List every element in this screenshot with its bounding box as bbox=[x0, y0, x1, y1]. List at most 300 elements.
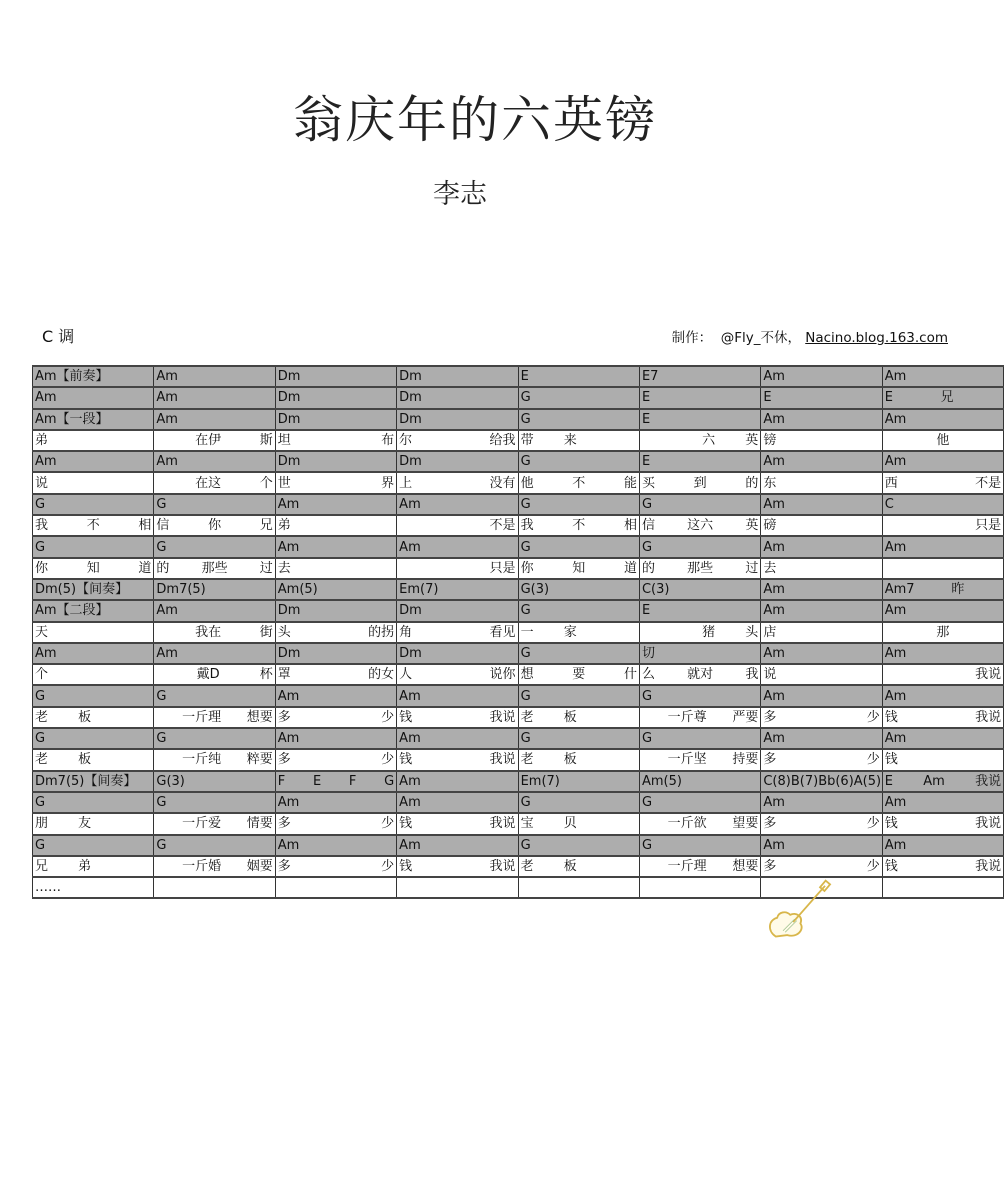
cell-content bbox=[278, 431, 394, 450]
lyric-text: 我说 bbox=[975, 667, 1002, 683]
cell-content bbox=[521, 538, 637, 557]
lyric-text: 店 bbox=[763, 624, 777, 640]
cell-content bbox=[642, 516, 758, 535]
cell-content bbox=[35, 538, 151, 557]
lyric-text: 头 bbox=[277, 624, 291, 640]
chord-text: Am bbox=[277, 795, 300, 811]
lyric-text: 能 bbox=[623, 475, 637, 491]
lyric-text: 带 bbox=[520, 433, 534, 449]
cell-content bbox=[35, 687, 151, 706]
chord-cell bbox=[882, 536, 1003, 557]
chord-row bbox=[33, 835, 1004, 856]
chord-text: G bbox=[520, 795, 531, 811]
lyric-cell bbox=[275, 664, 396, 685]
chord-cell bbox=[33, 600, 154, 621]
chord-cell bbox=[882, 409, 1003, 430]
chord-text: G bbox=[520, 411, 531, 427]
cell-content bbox=[521, 729, 637, 748]
lyric-cell bbox=[761, 749, 882, 770]
chord-text: G bbox=[520, 837, 531, 853]
lyric-cell bbox=[275, 472, 396, 493]
chord-cell bbox=[397, 409, 518, 430]
cell-content bbox=[399, 452, 515, 471]
cell-content bbox=[399, 857, 515, 876]
chord-cell bbox=[761, 409, 882, 430]
lyric-cell bbox=[33, 515, 154, 536]
chord-row bbox=[33, 387, 1004, 408]
cell-content bbox=[763, 750, 879, 769]
chord-text: E bbox=[884, 390, 893, 406]
cell-content bbox=[521, 750, 637, 769]
chord-cell bbox=[397, 685, 518, 706]
cell-content bbox=[763, 388, 879, 407]
chord-text: G bbox=[641, 795, 653, 811]
cell-content bbox=[399, 516, 515, 535]
chord-cell bbox=[639, 409, 760, 430]
cell-content bbox=[399, 665, 515, 684]
cell-content bbox=[885, 367, 1001, 386]
cell-content bbox=[399, 623, 515, 642]
cell-content bbox=[156, 814, 272, 833]
chord-cell bbox=[761, 451, 882, 472]
lyric-text: 你 bbox=[35, 560, 49, 576]
lyric-text: 家 bbox=[563, 624, 577, 640]
chord-text: E bbox=[641, 454, 651, 470]
lyric-row bbox=[33, 813, 1004, 834]
cell-content bbox=[35, 814, 151, 833]
chord-cell bbox=[154, 771, 275, 792]
chord-cell bbox=[275, 643, 396, 664]
chord-cell bbox=[639, 728, 760, 749]
chord-cell bbox=[154, 579, 275, 600]
chord-text: Am bbox=[156, 369, 178, 385]
lyric-text: 老 bbox=[35, 752, 49, 768]
lyric-cell bbox=[397, 622, 518, 643]
lyric-cell bbox=[397, 749, 518, 770]
lyric-text: 我 bbox=[35, 518, 49, 534]
chord-text: G bbox=[641, 837, 653, 853]
lyric-text: 在伊 bbox=[195, 433, 222, 449]
cell-content bbox=[642, 687, 758, 706]
cell-content bbox=[885, 687, 1001, 706]
cell-content bbox=[399, 474, 515, 493]
cell-content bbox=[763, 793, 879, 812]
cell-content bbox=[521, 708, 637, 727]
chord-cell bbox=[275, 387, 396, 408]
lyric-text: 板 bbox=[78, 709, 92, 725]
chord-text: G(3) bbox=[520, 582, 550, 598]
lyric-text: 头 bbox=[745, 624, 759, 640]
cell-content bbox=[35, 665, 151, 684]
lyric-text: 我说 bbox=[975, 858, 1002, 874]
lyric-cell bbox=[397, 877, 518, 898]
chord-text: G bbox=[520, 731, 531, 747]
cell-content bbox=[763, 452, 879, 471]
chord-cell bbox=[275, 792, 396, 813]
lyric-text: 到 bbox=[693, 475, 707, 491]
chord-cell bbox=[397, 387, 518, 408]
chord-cell bbox=[33, 387, 154, 408]
lyric-cell bbox=[639, 515, 760, 536]
chord-text: G bbox=[520, 496, 531, 512]
lyric-text: 少 bbox=[866, 816, 880, 832]
chord-cell bbox=[518, 409, 639, 430]
chord-cell bbox=[639, 387, 760, 408]
cell-content bbox=[399, 495, 515, 514]
lyric-text: 我 bbox=[745, 667, 759, 683]
cell-content bbox=[156, 559, 272, 578]
lyric-text: 那些 bbox=[687, 560, 714, 576]
cell-content bbox=[885, 814, 1001, 833]
lyric-text: 一斤爱 bbox=[182, 816, 222, 832]
lyric-row bbox=[33, 877, 1004, 898]
lyric-text: 我 bbox=[520, 518, 534, 534]
chord-cell bbox=[33, 835, 154, 856]
chord-text: Am bbox=[763, 795, 785, 811]
cell-content bbox=[35, 431, 151, 450]
chord-text: Em(7) bbox=[399, 582, 439, 598]
cell-content bbox=[642, 814, 758, 833]
cell-content bbox=[278, 410, 394, 429]
lyric-text: 严要 bbox=[732, 709, 759, 725]
cell-content bbox=[642, 388, 758, 407]
lyric-text: 说 bbox=[35, 475, 49, 491]
lyric-text: 想要 bbox=[732, 858, 759, 874]
cell-content bbox=[885, 495, 1001, 514]
cell-content bbox=[642, 580, 758, 599]
lyric-cell bbox=[33, 877, 154, 898]
cell-content bbox=[763, 814, 879, 833]
lyric-text: 想要 bbox=[246, 709, 273, 725]
cell-content bbox=[399, 644, 515, 663]
chord-cell bbox=[275, 451, 396, 472]
lyric-cell bbox=[639, 856, 760, 877]
lyric-row bbox=[33, 707, 1004, 728]
cell-content bbox=[763, 729, 879, 748]
cell-content bbox=[35, 857, 151, 876]
cell-content bbox=[885, 601, 1001, 620]
lyric-cell bbox=[154, 856, 275, 877]
chord-cell bbox=[761, 366, 882, 387]
chord-text: Am(5) bbox=[641, 773, 682, 789]
chord-cell bbox=[397, 835, 518, 856]
chord-cell bbox=[882, 451, 1003, 472]
lyric-text: 多 bbox=[763, 858, 777, 874]
lyric-text: 个 bbox=[35, 667, 49, 683]
cell-content bbox=[763, 623, 879, 642]
lyric-text: 少 bbox=[866, 858, 880, 874]
cell-content bbox=[642, 601, 758, 620]
cell-content bbox=[278, 857, 394, 876]
lyric-text: 我说 bbox=[489, 858, 516, 874]
cell-content bbox=[399, 772, 515, 791]
cell-content bbox=[521, 793, 637, 812]
chord-text: G bbox=[641, 731, 653, 747]
chord-text: Am bbox=[277, 731, 300, 747]
lyric-text: 道 bbox=[138, 560, 152, 576]
chord-cell bbox=[761, 835, 882, 856]
chord-cell bbox=[154, 835, 275, 856]
cell-content bbox=[642, 836, 758, 855]
chord-cell bbox=[397, 728, 518, 749]
lyric-text: 弟 bbox=[78, 858, 92, 874]
song-title: 翁庆年的六英镑 bbox=[293, 91, 657, 149]
cell-content bbox=[642, 495, 758, 514]
cell-content bbox=[156, 687, 272, 706]
chord-cell bbox=[882, 387, 1003, 408]
chord-text: Dm bbox=[399, 454, 422, 470]
cell-content bbox=[521, 452, 637, 471]
cell-content bbox=[521, 580, 637, 599]
lyric-cell bbox=[761, 472, 882, 493]
chord-cell bbox=[639, 366, 760, 387]
chord-text: E bbox=[520, 369, 529, 385]
chord-text: Am bbox=[763, 496, 785, 512]
lyric-text: 镑 bbox=[763, 433, 777, 449]
chord-text: Am bbox=[763, 582, 785, 598]
lyric-text: 我在 bbox=[195, 624, 222, 640]
chord-cell bbox=[518, 451, 639, 472]
lyric-cell bbox=[761, 813, 882, 834]
chord-text: G bbox=[35, 795, 46, 811]
lyric-text: 西 bbox=[884, 475, 898, 491]
cell-content bbox=[399, 559, 515, 578]
chord-text: Am bbox=[277, 496, 300, 512]
cell-content bbox=[763, 367, 879, 386]
lyric-text: 那 bbox=[936, 624, 950, 640]
lyric-text: 钱 bbox=[884, 858, 898, 874]
cell-content bbox=[278, 601, 394, 620]
chord-text: Am bbox=[399, 837, 421, 853]
lyric-text: 给我 bbox=[489, 433, 516, 449]
cell-content bbox=[35, 495, 151, 514]
lyric-cell bbox=[639, 622, 760, 643]
lyric-cell bbox=[275, 877, 396, 898]
lyric-text: 道 bbox=[623, 560, 637, 576]
chord-cell bbox=[639, 536, 760, 557]
lyric-text: 板 bbox=[563, 858, 577, 874]
chord-cell bbox=[397, 643, 518, 664]
cell-content bbox=[521, 474, 637, 493]
chord-row bbox=[33, 685, 1004, 706]
chord-text: Am bbox=[884, 837, 907, 853]
chord-cell bbox=[518, 600, 639, 621]
lyric-cell bbox=[639, 472, 760, 493]
lyric-text: 板 bbox=[563, 709, 577, 725]
cell-content bbox=[763, 665, 879, 684]
chord-cell bbox=[154, 536, 275, 557]
cell-content bbox=[521, 516, 637, 535]
credit-author: @Fly_不休， bbox=[720, 330, 801, 346]
chord-text: 昨 bbox=[951, 582, 965, 598]
cell-content bbox=[642, 474, 758, 493]
lyric-cell bbox=[761, 430, 882, 451]
chord-cell bbox=[397, 771, 518, 792]
lyric-text: 斯 bbox=[259, 433, 273, 449]
lyric-text: 想 bbox=[520, 667, 534, 683]
lyric-cell bbox=[397, 813, 518, 834]
lyric-cell bbox=[882, 622, 1003, 643]
credit-link[interactable]: Nacino.blog.163.com bbox=[805, 330, 948, 346]
lyric-cell bbox=[33, 856, 154, 877]
cell-content bbox=[885, 772, 1001, 791]
chord-cell bbox=[154, 494, 275, 515]
chord-cell bbox=[761, 792, 882, 813]
cell-content bbox=[399, 836, 515, 855]
lyric-text: 少 bbox=[381, 752, 395, 768]
lyric-cell bbox=[518, 877, 639, 898]
cell-content bbox=[399, 708, 515, 727]
chord-text: G bbox=[35, 496, 46, 512]
chord-text: Am bbox=[156, 454, 178, 470]
lyric-text: 钱 bbox=[884, 816, 898, 832]
chord-cell bbox=[639, 835, 760, 856]
cell-content bbox=[35, 367, 151, 386]
lyric-cell bbox=[882, 515, 1003, 536]
cell-content bbox=[399, 729, 515, 748]
chord-cell bbox=[761, 771, 882, 792]
lyric-text: 猪 bbox=[702, 624, 716, 640]
chord-sheet-table bbox=[32, 365, 1004, 899]
lyric-text: 知 bbox=[572, 560, 586, 576]
cell-content bbox=[763, 580, 879, 599]
chord-cell bbox=[154, 387, 275, 408]
lyric-text: 个 bbox=[259, 475, 273, 491]
lyric-text: 戴D bbox=[196, 667, 220, 683]
lyric-text: 信 bbox=[156, 518, 170, 534]
lyric-text: 角 bbox=[399, 624, 413, 640]
chord-text: Am bbox=[399, 496, 421, 512]
chord-cell bbox=[275, 366, 396, 387]
cell-content bbox=[521, 644, 637, 663]
lyric-text: 兄 bbox=[35, 858, 49, 874]
lyric-text: 一斤坚 bbox=[667, 752, 707, 768]
lyric-text: 那些 bbox=[201, 560, 228, 576]
lyric-cell bbox=[154, 813, 275, 834]
chord-text: Am bbox=[884, 539, 907, 555]
lyric-cell bbox=[761, 664, 882, 685]
lyric-text: 多 bbox=[277, 752, 291, 768]
chord-cell bbox=[639, 771, 760, 792]
cell-content bbox=[35, 388, 151, 407]
chord-text: Dm bbox=[277, 646, 301, 661]
cell-content bbox=[156, 836, 272, 855]
lyric-text: 相 bbox=[623, 518, 637, 534]
chord-text: G bbox=[384, 773, 395, 789]
lyric-text: 一斤尊 bbox=[667, 709, 707, 725]
lyric-text: 我说 bbox=[975, 816, 1002, 832]
chord-row bbox=[33, 771, 1004, 792]
chord-text: Am bbox=[884, 731, 907, 747]
lyric-text: 英 bbox=[745, 518, 759, 534]
lyric-cell bbox=[275, 749, 396, 770]
lyric-cell bbox=[397, 430, 518, 451]
lyric-cell bbox=[154, 877, 275, 898]
chord-text: E bbox=[884, 773, 893, 789]
cell-content bbox=[399, 793, 515, 812]
lyric-text: 世 bbox=[277, 475, 291, 491]
cell-content bbox=[763, 772, 882, 791]
lyric-cell bbox=[639, 664, 760, 685]
lyric-text: 少 bbox=[866, 752, 880, 768]
credit-line bbox=[672, 326, 948, 346]
lyric-text: 老 bbox=[35, 709, 49, 725]
chord-cell bbox=[761, 387, 882, 408]
chord-text: Dm bbox=[277, 369, 301, 385]
chord-cell bbox=[518, 685, 639, 706]
lyric-text: 尔 bbox=[399, 433, 413, 449]
chord-text: Dm bbox=[277, 454, 301, 470]
chord-cell bbox=[761, 579, 882, 600]
cell-content bbox=[399, 388, 515, 407]
cell-content bbox=[278, 495, 394, 514]
cell-content bbox=[399, 814, 515, 833]
cell-content bbox=[885, 474, 1001, 493]
lyric-text: 持要 bbox=[732, 752, 759, 768]
cell-content bbox=[642, 431, 758, 450]
chord-cell bbox=[639, 451, 760, 472]
chord-cell bbox=[154, 409, 275, 430]
lyric-text: 你 bbox=[520, 560, 534, 576]
lyric-cell bbox=[882, 558, 1003, 579]
lyric-cell bbox=[518, 472, 639, 493]
cell-content bbox=[156, 750, 272, 769]
lyric-cell bbox=[275, 707, 396, 728]
chord-cell bbox=[275, 835, 396, 856]
lyric-text: 说 bbox=[763, 667, 777, 683]
chord-text: F bbox=[348, 773, 357, 789]
chord-text: Am【二段】 bbox=[35, 603, 109, 619]
credit-label: 制作： bbox=[671, 330, 713, 346]
chord-text: Am bbox=[763, 454, 785, 470]
lyric-cell bbox=[882, 664, 1003, 685]
cell-content bbox=[278, 388, 394, 407]
chord-cell bbox=[518, 792, 639, 813]
cell-content bbox=[156, 580, 272, 599]
chord-cell bbox=[882, 792, 1003, 813]
lyric-cell bbox=[33, 813, 154, 834]
lyric-text: 坦 bbox=[277, 433, 291, 449]
lyric-cell bbox=[882, 430, 1003, 451]
lyric-cell bbox=[882, 472, 1003, 493]
song-key: C 调 bbox=[42, 327, 75, 346]
chord-text: Am bbox=[884, 603, 907, 619]
chord-text: G bbox=[35, 539, 46, 555]
lyric-text: 望要 bbox=[732, 816, 759, 832]
lyric-text: 友 bbox=[78, 816, 92, 832]
chord-text: 兄 bbox=[940, 390, 954, 406]
lyric-text: 么 bbox=[641, 667, 655, 683]
lyric-text: 板 bbox=[78, 752, 92, 768]
cell-content bbox=[399, 367, 515, 386]
lyric-text: 没有 bbox=[489, 475, 516, 491]
chord-text: Dm bbox=[399, 603, 422, 619]
cell-content bbox=[885, 452, 1001, 471]
cell-content bbox=[521, 367, 637, 386]
lyric-cell bbox=[397, 664, 518, 685]
cell-content bbox=[521, 601, 637, 620]
lyric-text: 他 bbox=[936, 433, 950, 449]
chord-row bbox=[33, 366, 1004, 387]
lyric-text: 过 bbox=[259, 560, 273, 576]
cell-content bbox=[521, 814, 637, 833]
cell-content bbox=[156, 431, 272, 450]
lyric-row bbox=[33, 749, 1004, 770]
cell-content bbox=[763, 410, 879, 429]
singer-name: 李志 bbox=[433, 179, 487, 210]
cell-content bbox=[35, 410, 151, 429]
chord-text: Am bbox=[763, 837, 785, 853]
